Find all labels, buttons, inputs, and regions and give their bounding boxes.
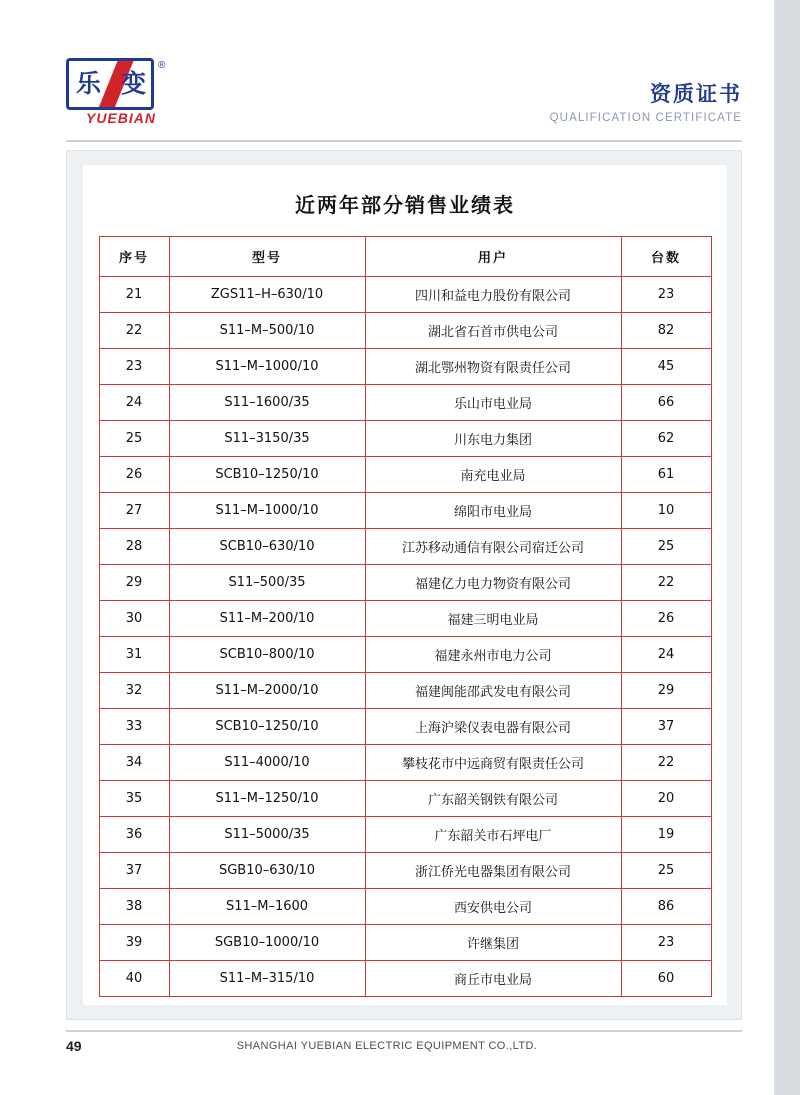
cell-user: 川东电力集团 [365, 421, 621, 457]
cell-index: 28 [99, 529, 169, 565]
cell-quantity: 25 [621, 529, 711, 565]
table-row [99, 565, 711, 601]
cell-quantity: 60 [621, 961, 711, 997]
cell-index: 36 [99, 817, 169, 853]
cell-index: 40 [99, 961, 169, 997]
cell-model: S11–M–1000/10 [169, 493, 365, 529]
cell-model: ZGS11–H–630/10 [169, 277, 365, 313]
cell-quantity: 10 [621, 493, 711, 529]
table-row [99, 673, 711, 709]
table-row [99, 385, 711, 421]
footer-divider [66, 1030, 742, 1032]
registered-trademark-icon: ® [158, 60, 166, 71]
table-row [99, 637, 711, 673]
cell-user: 湖北省石首市供电公司 [365, 313, 621, 349]
cell-user: 福建永州市电力公司 [365, 637, 621, 673]
table-row [99, 817, 711, 853]
cell-quantity: 23 [621, 277, 711, 313]
cell-index: 27 [99, 493, 169, 529]
cell-model: SCB10–1250/10 [169, 457, 365, 493]
cell-quantity: 22 [621, 565, 711, 601]
cell-index: 33 [99, 709, 169, 745]
logo-char-right: 变 [121, 69, 147, 98]
page-number: 49 [66, 1038, 82, 1054]
cell-user: 广东韶关市石坪电厂 [365, 817, 621, 853]
table-row [99, 745, 711, 781]
header-title-cn: 资质证书 [650, 82, 742, 106]
cell-model: S11–M–2000/10 [169, 673, 365, 709]
footer-company-name: SHANGHAI YUEBIAN ELECTRIC EQUIPMENT CO.,LTD. [236, 1040, 538, 1052]
cell-user: 许继集团 [365, 925, 621, 961]
cell-quantity: 37 [621, 709, 711, 745]
cell-model: S11–M–315/10 [169, 961, 365, 997]
cell-user: 绵阳市电业局 [365, 493, 621, 529]
company-logo [66, 58, 186, 126]
cell-user: 四川和益电力股份有限公司 [365, 277, 621, 313]
table-row [99, 853, 711, 889]
cell-quantity: 62 [621, 421, 711, 457]
table-row [99, 493, 711, 529]
cell-model: S11–5000/35 [169, 817, 365, 853]
logo-wordmark: YUEBIAN [85, 110, 156, 126]
cell-quantity: 25 [621, 853, 711, 889]
column-header-quantity: 台数 [621, 237, 711, 277]
cell-model: S11–500/35 [169, 565, 365, 601]
cell-user: 广东韶关钢铁有限公司 [365, 781, 621, 817]
table-row [99, 277, 711, 313]
cell-user: 福建亿力电力物资有限公司 [365, 565, 621, 601]
cell-model: S11–M–500/10 [169, 313, 365, 349]
cell-quantity: 19 [621, 817, 711, 853]
cell-quantity: 29 [621, 673, 711, 709]
table-row [99, 961, 711, 997]
cell-model: SGB10–630/10 [169, 853, 365, 889]
cell-quantity: 26 [621, 601, 711, 637]
cell-user: 福建三明电业局 [365, 601, 621, 637]
content-panel [66, 150, 742, 1020]
cell-model: S11–M–1000/10 [169, 349, 365, 385]
table-row [99, 889, 711, 925]
sales-performance-table [99, 236, 712, 997]
cell-user: 西安供电公司 [365, 889, 621, 925]
cell-index: 24 [99, 385, 169, 421]
logo-mark-icon [66, 58, 154, 110]
cell-index: 39 [99, 925, 169, 961]
table-row [99, 709, 711, 745]
cell-quantity: 20 [621, 781, 711, 817]
cell-index: 37 [99, 853, 169, 889]
cell-index: 34 [99, 745, 169, 781]
cell-index: 21 [99, 277, 169, 313]
cell-quantity: 66 [621, 385, 711, 421]
cell-user: 浙江侨光电器集团有限公司 [365, 853, 621, 889]
table-body [99, 277, 711, 997]
cell-index: 22 [99, 313, 169, 349]
table-row [99, 925, 711, 961]
cell-quantity: 61 [621, 457, 711, 493]
cell-index: 26 [99, 457, 169, 493]
cell-quantity: 23 [621, 925, 711, 961]
page-title: 近两年部分销售业绩表 [295, 193, 515, 217]
table-row [99, 313, 711, 349]
cell-index: 35 [99, 781, 169, 817]
cell-user: 商丘市电业局 [365, 961, 621, 997]
table-row [99, 529, 711, 565]
cell-user: 乐山市电业局 [365, 385, 621, 421]
cell-model: SCB10–800/10 [169, 637, 365, 673]
cell-quantity: 82 [621, 313, 711, 349]
table-row [99, 421, 711, 457]
cell-model: SGB10–1000/10 [169, 925, 365, 961]
cell-index: 25 [99, 421, 169, 457]
cell-model: SCB10–1250/10 [169, 709, 365, 745]
cell-index: 30 [99, 601, 169, 637]
table-row [99, 601, 711, 637]
cell-model: S11–M–1600 [169, 889, 365, 925]
content-sheet [83, 165, 727, 1005]
cell-user: 湖北鄂州物资有限责任公司 [365, 349, 621, 385]
cell-index: 38 [99, 889, 169, 925]
cell-index: 31 [99, 637, 169, 673]
cell-quantity: 86 [621, 889, 711, 925]
table-row [99, 349, 711, 385]
column-header-user: 用户 [365, 237, 621, 277]
cell-model: S11–4000/10 [169, 745, 365, 781]
table-header-row [99, 237, 711, 277]
cell-model: S11–3150/35 [169, 421, 365, 457]
cell-model: S11–1600/35 [169, 385, 365, 421]
cell-model: S11–M–1250/10 [169, 781, 365, 817]
cell-user: 南充电业局 [365, 457, 621, 493]
cell-user: 福建闽能邵武发电有限公司 [365, 673, 621, 709]
cell-model: S11–M–200/10 [169, 601, 365, 637]
column-header-index: 序号 [99, 237, 169, 277]
cell-quantity: 45 [621, 349, 711, 385]
cell-quantity: 24 [621, 637, 711, 673]
table-row [99, 781, 711, 817]
cell-user: 江苏移动通信有限公司宿迁公司 [365, 529, 621, 565]
column-header-model: 型号 [169, 237, 365, 277]
table-row [99, 457, 711, 493]
cell-model: SCB10–630/10 [169, 529, 365, 565]
header-title-en: QUALIFICATION CERTIFICATE [549, 112, 742, 124]
cell-index: 23 [99, 349, 169, 385]
cell-index: 32 [99, 673, 169, 709]
header-divider [66, 140, 742, 142]
page-header [0, 0, 774, 140]
cell-user: 攀枝花市中远商贸有限责任公司 [365, 745, 621, 781]
cell-user: 上海沪梁仪表电器有限公司 [365, 709, 621, 745]
cell-index: 29 [99, 565, 169, 601]
logo-char-left: 乐 [76, 69, 102, 98]
cell-quantity: 22 [621, 745, 711, 781]
page-edge-strip [774, 0, 800, 1095]
